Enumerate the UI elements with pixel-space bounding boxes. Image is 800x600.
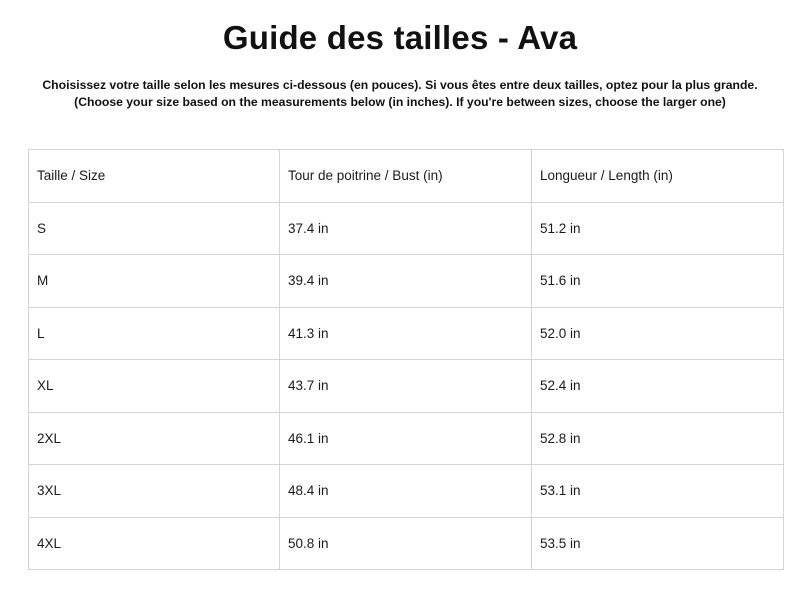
- cell-length: 52.0 in: [532, 307, 784, 360]
- cell-size: 3XL: [29, 465, 280, 518]
- cell-length: 52.4 in: [532, 360, 784, 413]
- cell-size: 2XL: [29, 412, 280, 465]
- cell-bust: 37.4 in: [280, 202, 532, 255]
- cell-length: 52.8 in: [532, 412, 784, 465]
- header-size: Taille / Size: [29, 150, 280, 203]
- cell-length: 51.2 in: [532, 202, 784, 255]
- cell-bust: 46.1 in: [280, 412, 532, 465]
- cell-bust: 41.3 in: [280, 307, 532, 360]
- table-row: [29, 360, 784, 413]
- table-row: [29, 517, 784, 570]
- cell-length: 53.5 in: [532, 517, 784, 570]
- cell-size: M: [29, 255, 280, 308]
- table-row: [29, 202, 784, 255]
- header-length: Longueur / Length (in): [532, 150, 784, 203]
- intro-text: [0, 77, 800, 111]
- cell-size: 4XL: [29, 517, 280, 570]
- cell-length: 53.1 in: [532, 465, 784, 518]
- cell-bust: 48.4 in: [280, 465, 532, 518]
- table-row: [29, 465, 784, 518]
- cell-size: L: [29, 307, 280, 360]
- page-title: Guide des tailles - Ava: [222, 19, 578, 56]
- table-header-row: [29, 150, 784, 203]
- cell-bust: 39.4 in: [280, 255, 532, 308]
- intro-line-en: (Choose your size based on the measurements below (in inches). If you're between sizes, choose the larger one): [74, 95, 726, 109]
- cell-bust: 50.8 in: [280, 517, 532, 570]
- cell-bust: 43.7 in: [280, 360, 532, 413]
- cell-size: S: [29, 202, 280, 255]
- cell-length: 51.6 in: [532, 255, 784, 308]
- intro-line-fr: Choisissez votre taille selon les mesures ci-dessous (en pouces). Si vous êtes entre deux tailles, optez pour la plus grande.: [42, 78, 758, 92]
- table-row: [29, 412, 784, 465]
- cell-size: XL: [29, 360, 280, 413]
- size-table: [28, 149, 784, 570]
- header-bust: Tour de poitrine / Bust (in): [280, 150, 532, 203]
- table-row: [29, 307, 784, 360]
- table-row: [29, 255, 784, 308]
